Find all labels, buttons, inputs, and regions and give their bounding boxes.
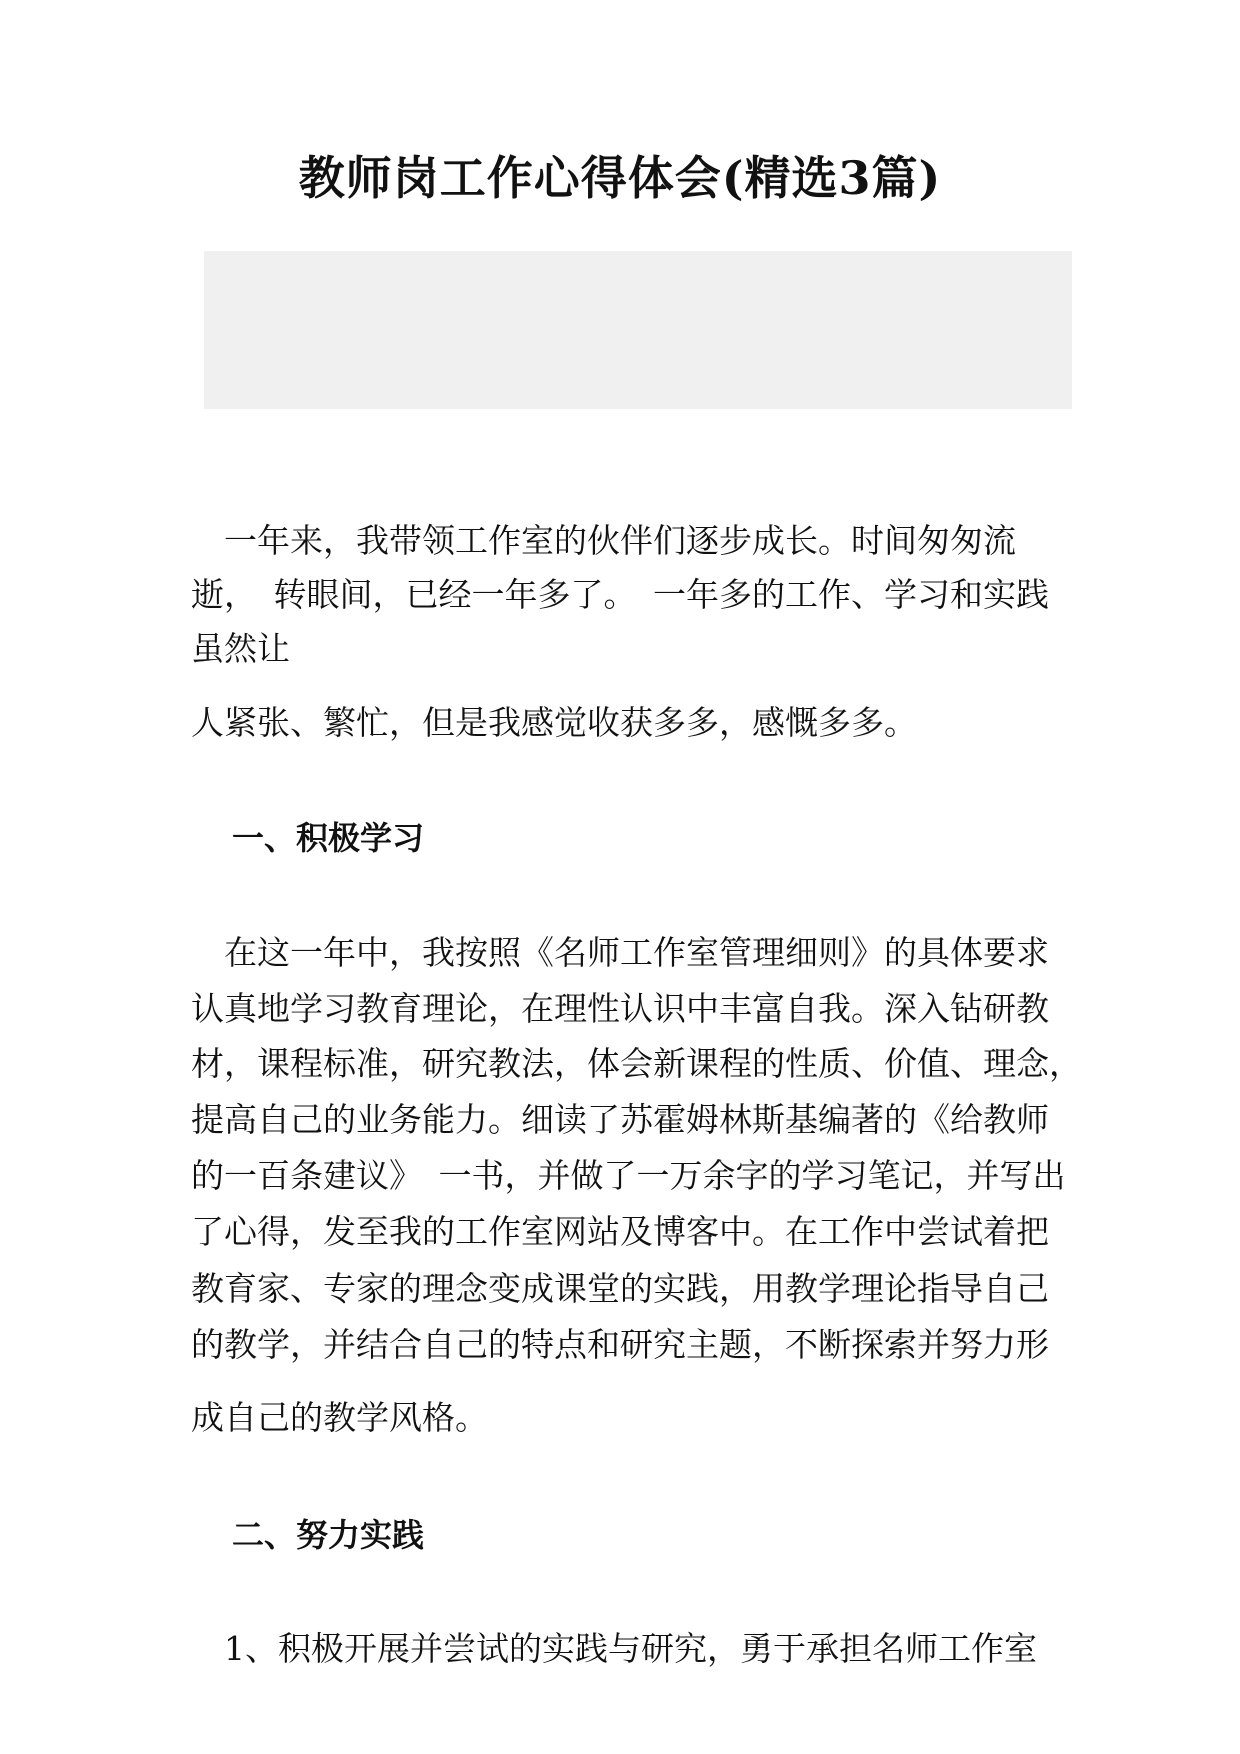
text-line: 教育家、专家的理念变成课堂的实践，用教学理论指导自己 <box>191 1269 1049 1308</box>
text-line: 成自己的教学风格。 <box>191 1398 488 1437</box>
text-line: 材，课程标准，研究教法，体会新课程的性质、价值、理念， <box>191 1044 1082 1083</box>
text-line: 提高自己的业务能力。细读了苏霍姆林斯基编著的《给教师 <box>191 1100 1049 1139</box>
banner-placeholder <box>204 251 1072 409</box>
text-line: 的教学，并结合自己的特点和研究主题，不断探索并努力形 <box>191 1325 1049 1364</box>
text-line: 认真地学习教育理论，在理性认识中丰富自我。深入钻研教 <box>191 989 1049 1028</box>
document-title: 教师岗工作心得体会(精选3篇) <box>298 151 942 205</box>
section-heading-1: 一、积极学习 <box>232 819 425 857</box>
text-line: 1、积极开展并尝试的实践与研究，勇于承担名师工作室 <box>191 1629 1037 1668</box>
text-line: 在这一年中，我按照《名师工作室管理细则》的具体要求 <box>191 933 1049 972</box>
text-line: 的一百条建议》 一书，并做了一万余字的学习笔记，并写出 <box>191 1156 1066 1195</box>
text-line: 了心得，发至我的工作室网站及博客中。在工作中尝试着把 <box>191 1212 1049 1251</box>
text-line: 逝， 转眼间，已经一年多了。 一年多的工作、学习和实践 <box>191 575 1049 614</box>
text-line: 一年来，我带领工作室的伙伴们逐步成长。时间匆匆流 <box>191 521 1016 560</box>
text-line: 虽然让 <box>191 629 290 668</box>
text-line: 人紧张、繁忙，但是我感觉收获多多，感慨多多。 <box>191 703 917 742</box>
section-heading-2: 二、努力实践 <box>232 1516 425 1554</box>
